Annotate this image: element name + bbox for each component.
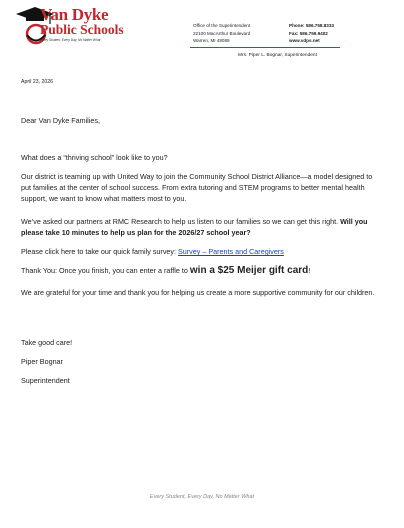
raffle-punct: !: [308, 266, 311, 275]
paragraph-thanks: We are grateful for your time and thank you for helping us create a more supportive community for our children.: [21, 288, 375, 297]
paragraph-survey: [21, 247, 284, 256]
contact-info: [289, 22, 334, 45]
question-paragraph: What does a “thriving school” look like to you?: [21, 153, 168, 162]
office-line: Office of the Superintendent: [193, 23, 251, 28]
superintendent-name: Mrs. Piper L. Bognar, Superintendent: [238, 53, 317, 58]
letter-date: April 23, 2026: [21, 79, 54, 85]
survey-link[interactable]: Survey – Parents and Caregivers: [178, 247, 284, 256]
signer-name: Piper Bognar: [21, 357, 63, 366]
fax-number: Fax: 586.759.9402: [289, 30, 328, 36]
signer-title: Superintendent: [21, 376, 70, 385]
paragraph-alliance: Our district is teaming up with United Way to join the Community School District Alliance—a model designed to put families at the center of school success. From extra tutoring and STEM programs to better mental health support, we want to know what matters most to you.: [21, 172, 373, 204]
paragraph-raffle: [21, 265, 310, 276]
office-line: 22100 MacArthur Boulevard: [193, 30, 251, 36]
brand-subname: Public Schools: [40, 22, 124, 37]
closing: Take good care!: [21, 338, 73, 347]
raffle-prize: win a $25 Meijer gift card: [189, 265, 309, 276]
paragraph-research: [21, 216, 383, 238]
office-address: [193, 22, 250, 45]
brand-tagline: Every Student, Every Day, No Matter What: [40, 38, 101, 42]
paragraph-research-text: We’ve asked our partners at RMC Research to help us listen to our families so we can get this right.: [21, 217, 341, 226]
office-line: Warren, MI 48089: [193, 38, 230, 43]
paragraph-research-ask: Will you please take 10 minutes to help us plan for the 2026/27 school year?: [21, 217, 368, 238]
greeting: Dear Van Dyke Families,: [21, 116, 100, 125]
header-divider: [190, 47, 340, 48]
paragraph-survey-text: Please click here to take our quick family survey:: [21, 247, 178, 256]
brand-name: Van Dyke: [40, 5, 109, 24]
paragraph-raffle-text: Thank You: Once you finish, you can enter a raffle to: [21, 266, 190, 275]
website-link[interactable]: www.vdps.net: [289, 38, 320, 43]
phone-number: Phone: 586.758.8333: [289, 23, 334, 28]
footer-tagline: Every Student, Every Day, No Matter What: [149, 494, 255, 500]
